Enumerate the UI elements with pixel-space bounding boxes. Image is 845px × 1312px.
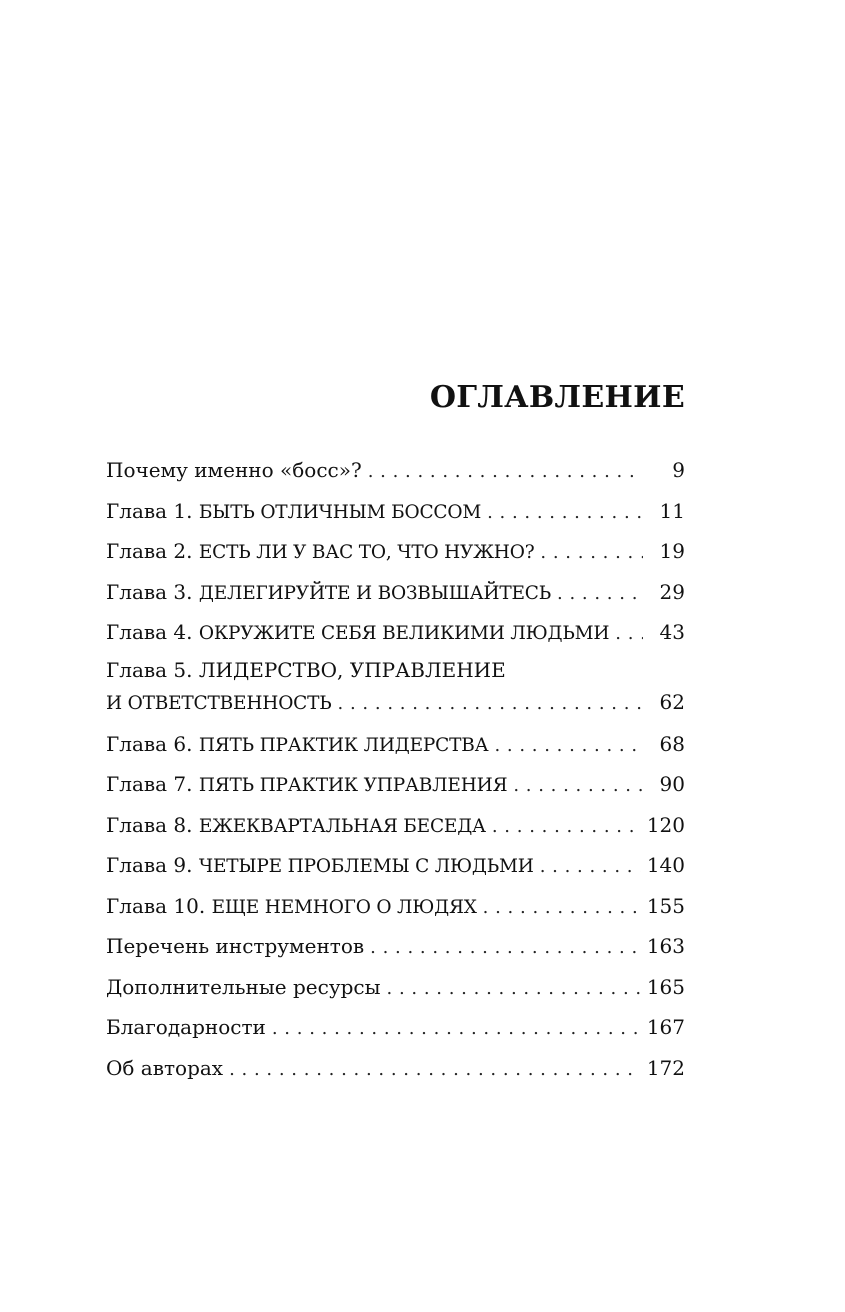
toc-entry-label: Глава 3. ДЕЛЕГИРУЙТЕ И ВОЗВЫШАЙТЕСЬ [106, 579, 552, 604]
toc-page-number: 9 [672, 458, 685, 482]
toc-list [106, 451, 685, 1089]
dot-leader [540, 534, 643, 573]
toc-entry-label: Глава 9. ЧЕТЫРЕ ПРОБЛЕМЫ С ЛЮДЬМИ [106, 853, 534, 877]
dot-leader [540, 848, 641, 887]
toc-entry[interactable] [106, 765, 685, 806]
toc-entry[interactable] [106, 725, 685, 766]
toc-entry-label: Глава 6. ПЯТЬ ПРАКТИК ЛИДЕРСТВА [106, 731, 489, 756]
dot-leader [494, 727, 643, 766]
dot-leader [513, 767, 643, 806]
toc-page-number: 163 [646, 934, 685, 958]
toc-entry-label: Перечень инструментов [106, 934, 365, 958]
toc-entry[interactable] [106, 532, 685, 573]
dot-leader [272, 1010, 641, 1049]
toc-entry-label: Об авторах [106, 1055, 224, 1080]
toc-entry[interactable] [106, 451, 685, 492]
toc-page-number: 172 [646, 1055, 685, 1080]
toc-entry[interactable] [106, 573, 685, 614]
toc-entry-label: Глава 5. ЛИДЕРСТВО, УПРАВЛЕНИЕ [106, 657, 506, 682]
dot-leader [229, 1051, 641, 1090]
toc-page-number: 11 [659, 498, 685, 523]
toc-entry-label: Глава 1. БЫТЬ ОТЛИЧНЫМ БОССОМ [106, 498, 482, 523]
dot-leader [387, 970, 641, 1009]
toc-page-number: 140 [646, 853, 685, 877]
toc-page-number: 165 [646, 974, 685, 999]
toc-entry[interactable] [106, 968, 685, 1009]
dot-leader [615, 615, 643, 654]
dot-leader [368, 453, 643, 492]
toc-entry-label: Благодарности [106, 1015, 266, 1039]
dot-leader [492, 808, 641, 847]
toc-page-number: 43 [659, 620, 685, 644]
dot-leader [487, 494, 643, 533]
toc-heading: ОГЛАВЛЕНИЕ [429, 380, 685, 415]
toc-page-number: 62 [659, 689, 685, 714]
toc-entry[interactable] [106, 846, 685, 887]
toc-entry[interactable] [106, 887, 685, 928]
toc-entry-label: Глава 2. ЕСТЬ ЛИ У ВАС ТО, ЧТО НУЖНО? [106, 539, 535, 563]
toc-page-number: 167 [646, 1015, 685, 1039]
toc-entry-label: Глава 8. ЕЖЕКВАРТАЛЬНАЯ БЕСЕДА [106, 812, 486, 837]
dot-leader [338, 687, 643, 720]
toc-page-number: 68 [659, 731, 685, 756]
toc-page-number: 19 [659, 539, 685, 563]
dot-leader [557, 575, 643, 614]
dot-leader [483, 889, 641, 928]
toc-entry[interactable] [106, 1008, 685, 1049]
toc-entry-label: Дополнительные ресурсы [106, 974, 381, 999]
toc-entry[interactable] [106, 654, 685, 720]
toc-entry-label-continued: И ОТВЕТСТВЕННОСТЬ [106, 692, 332, 714]
toc-entry-label: Глава 10. ЕЩЕ НЕМНОГО О ЛЮДЯХ [106, 893, 477, 918]
toc-entry-label: Почему именно «босс»? [106, 458, 362, 482]
toc-entry[interactable] [106, 806, 685, 847]
toc-page-number: 120 [646, 812, 685, 837]
toc-page-number: 155 [646, 893, 685, 918]
toc-page-number: 90 [659, 772, 685, 796]
toc-entry[interactable] [106, 613, 685, 654]
dot-leader [370, 929, 641, 968]
toc-entry[interactable] [106, 492, 685, 533]
toc-entry[interactable] [106, 927, 685, 968]
toc-entry-label: Глава 7. ПЯТЬ ПРАКТИК УПРАВЛЕНИЯ [106, 772, 508, 796]
toc-entry-label: Глава 4. ОКРУЖИТЕ СЕБЯ ВЕЛИКИМИ ЛЮДЬМИ [106, 620, 610, 644]
toc-entry[interactable] [106, 1049, 685, 1090]
toc-page-number: 29 [659, 579, 685, 604]
